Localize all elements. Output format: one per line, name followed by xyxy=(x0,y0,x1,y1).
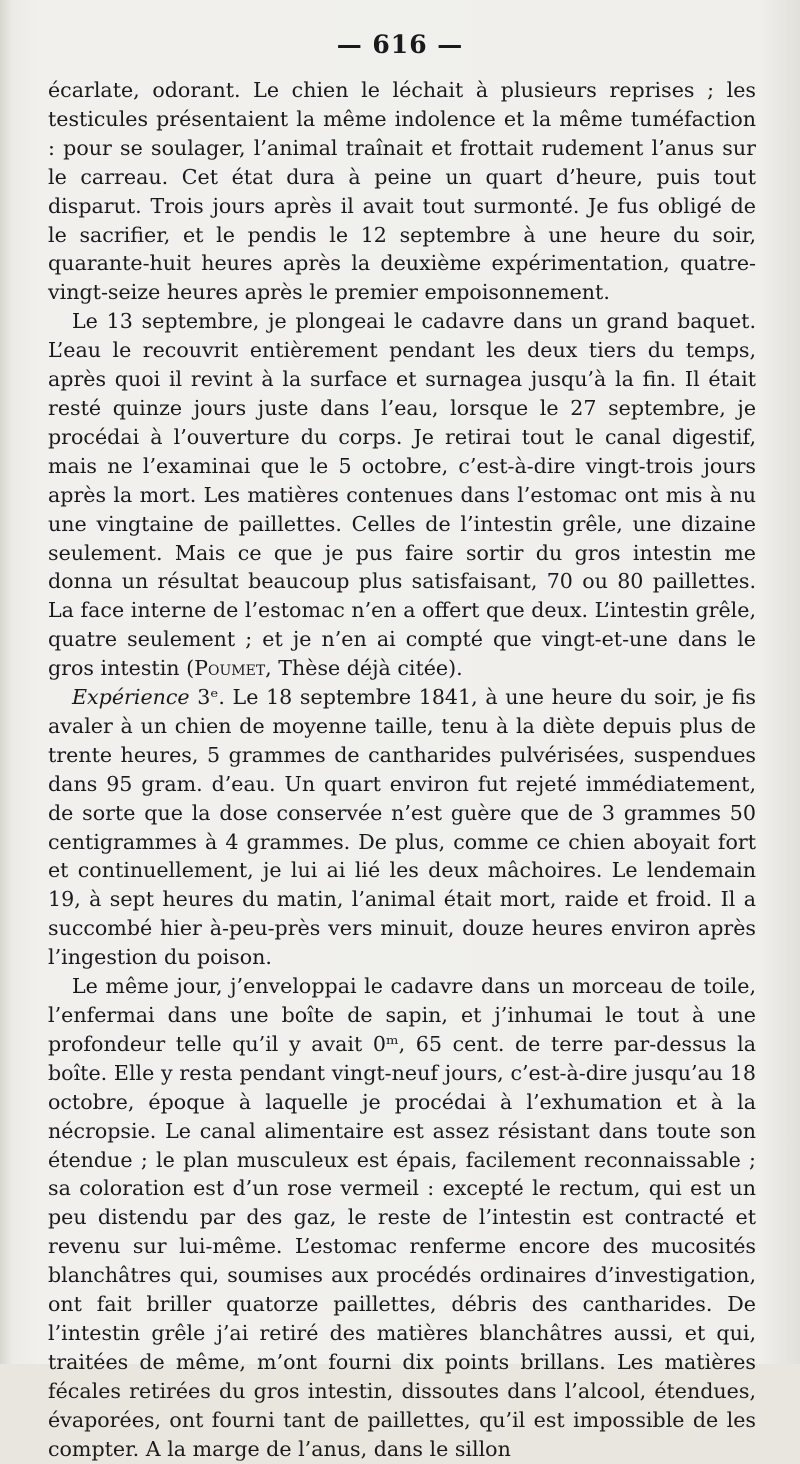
page-number: — 616 — xyxy=(336,30,464,59)
paragraph-3 xyxy=(48,683,756,972)
experience-number: 3ᵉ. xyxy=(189,685,225,710)
paragraph-2-end: , Thèse déjà citée). xyxy=(265,656,463,681)
author-citation: Poumet xyxy=(194,656,266,681)
paragraph-1: écarlate, odorant. Le chien le léchait à plusieurs reprises ; les testicules présentaient la même indolence et la même tuméfaction : pour se soulager, l’animal traînait et frottait rudement l’anus sur le carreau. Cet état dura à peine un quart d’heure, puis tout disparut. Trois jours après il avait tout surmonté. Je fus obligé de le sacrifier, et le pendis le 12 septembre à une heure du soir, quarante-huit heures après la deuxième expérimentation, quatre-vingt-seize heures après le premier empoisonnement. xyxy=(48,78,756,305)
paragraph-4: Le même jour, j’enveloppai le cadavre dans un morceau de toile, l’enfermai dans une boîte de sapin, et j’inhumai le tout à une profondeur telle qu’il y avait 0ᵐ, 65 cent. de terre par-dessus la boîte. Elle y resta pendant vingt-neuf jours, c’est-à-dire jusqu’au 18 octobre, époque à laquelle je procédai à l’exhumation et à la nécropsie. Le canal alimentaire est assez résistant dans toute son étendue ; le plan musculeux est épais, facilement reconnaissable ; sa coloration est d’un rose vermeil : excepté le rectum, qui est un peu distendu par des gaz, le reste de l’intestin est contracté et revenu sur lui-même. L’estomac renferme encore des mucosités blanchâtres qui, soumises aux procédés ordinaires d’investigation, ont fait briller quatorze paillettes, débris des cantharides. De l’intestin grêle j’ai retiré des matières blanchâtres aussi, et qui, traitées de même, m’ont fourni dix points brillans. Les matières fécales retirées du gros intestin, dissoutes dans l’alcool, étendues, évaporées, ont fourni tant de paillettes, qu’il est impossible de les compter. A la marge de l’anus, dans le sillon xyxy=(48,974,756,1461)
experience-label: Expérience xyxy=(72,685,190,710)
body-text xyxy=(48,76,756,1464)
paragraph-3-text: Le 18 septembre 1841, à une heure du soir, je fis avaler à un chien de moyenne taille, tenu à la diète depuis plus de trente heures, 5 grammes de cantharides pulvérisées, suspendues dans 95 gram. d’eau. Un quart environ fut rejeté immédiatement, de sorte que la dose conservée n’est guère que de 3 grammes 50 centigrammes à 4 grammes. De plus, comme ce chien aboyait fort et continuellement, je lui ai lié les deux mâchoires. Le lendemain 19, à sept heures du matin, l’animal était mort, raide et froid. Il a succombé hier à-peu-près vers minuit, douze heures environ après l’ingestion du poison. xyxy=(48,685,756,970)
paragraph-2 xyxy=(48,307,756,683)
paragraph-2-text: Le 13 septembre, je plongeai le cadavre dans un grand baquet. L’eau le recouvrit entièrement pendant les deux tiers du temps, après quoi il revint à la surface et surnagea jusqu’à la fin. Il était resté quinze jours juste dans l’eau, lorsque le 27 septembre, je procédai à l’ouverture du corps. Je retirai tout le canal digestif, mais ne l’examinai que le 5 octobre, c’est-à-dire vingt-trois jours après la mort. Les matières contenues dans l’estomac ont mis à nu une vingtaine de paillettes. Celles de l’intestin grêle, une dizaine seulement. Mais ce que je pus faire sortir du gros intestin me donna un résultat beaucoup plus satisfaisant, 70 ou 80 paillettes. La face interne de l’estomac n’en a offert que deux. L’intestin grêle, quatre seulement ; et je n’en ai compté que vingt-et-une dans le gros intestin ( xyxy=(48,309,756,681)
